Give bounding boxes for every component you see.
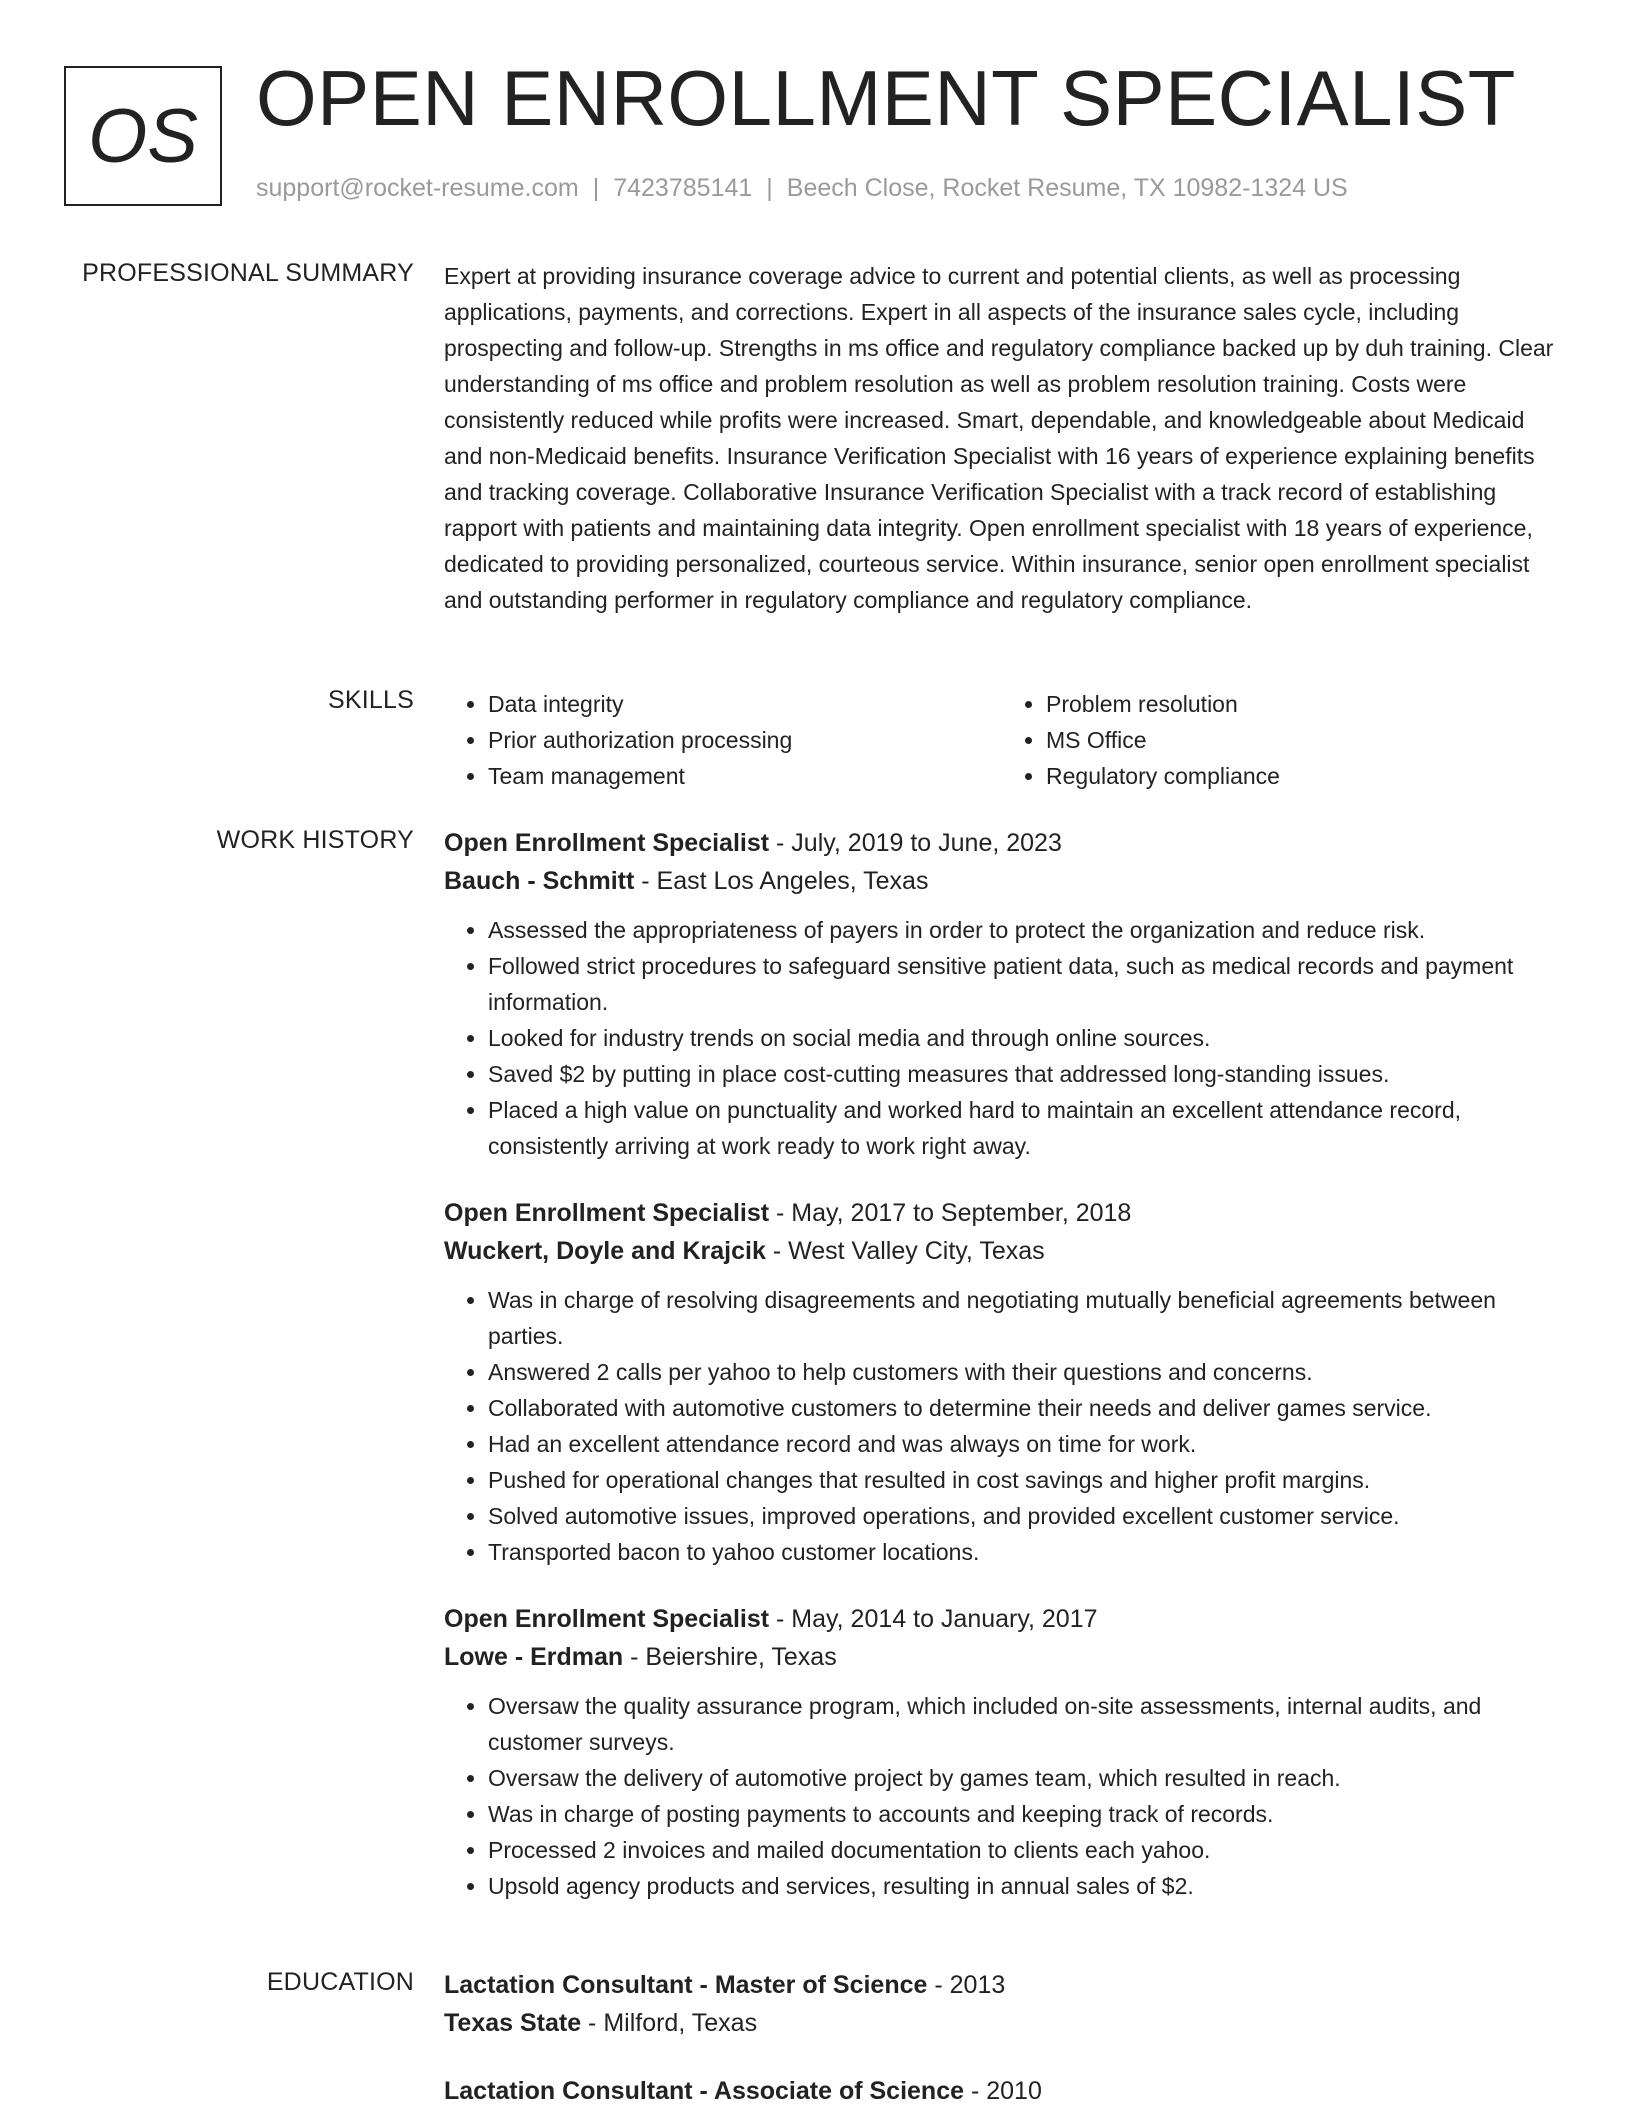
contact-email[interactable]: support@rocket-resume.com [256, 174, 579, 202]
contact-phone[interactable]: 7423785141 [613, 174, 753, 202]
work-history-heading: WORK HISTORY [216, 826, 414, 854]
job-company-line [444, 1232, 1560, 1270]
job-bullet: • Solved automotive issues, improved operations, and provided excellent customer service. [488, 1498, 1560, 1534]
contact-address: Beech Close, Rocket Resume, TX 10982-1324 US [786, 174, 1348, 202]
job-bullet: • Followed strict procedures to safeguard sensitive patient data, such as medical records and payment information. [488, 948, 1560, 1020]
job-company: Wuckert, Doyle and Krajcik [444, 1237, 766, 1265]
job-bullet: • Assessed the appropriateness of payers in order to protect the organization and reduce risk. [488, 912, 1560, 948]
job-bullet: • Looked for industry trends on social media and through online sources. [488, 1020, 1560, 1056]
job-title: Open Enrollment Specialist [444, 1199, 770, 1227]
job-title: Open Enrollment Specialist [444, 1605, 770, 1633]
education-school-line [444, 2004, 1560, 2042]
contact-separator: | [592, 174, 600, 202]
skill-item: • Data integrity [488, 686, 1002, 722]
job-title-line [444, 1600, 1560, 1638]
education-body [444, 1966, 1560, 2124]
summary-text: Expert at providing insurance coverage advice to current and potential clients, as well as processing applications, payments, and corrections. Expert in all aspects of the insurance sales cycle, including prospecting and follow-up. Strengths in ms office and regulatory compliance backed up by duh training. Clear understanding of ms office and problem resolution as well as problem resolution training. Costs were consistently reduced while profits were increased. Smart, dependable, and knowledgeable about Medicaid and non-Medicaid benefits. Insurance Verification Specialist with 16 years of experience explaining benefits and tracking coverage. Collaborative Insurance Verification Specialist with a track record of establishing rapport with patients and maintaining data integrity. Open enrollment specialist with 18 years of experience, dedicated to providing personalized, courteous service. Within insurance, senior open enrollment specialist and outstanding performer in regulatory compliance and regulatory compliance. [444, 263, 1554, 613]
job-bullet: • Pushed for operational changes that resulted in cost savings and higher profit margins. [488, 1462, 1560, 1498]
job-bullets [444, 912, 1560, 1164]
job-bullet: • Was in charge of posting payments to accounts and keeping track of records. [488, 1796, 1560, 1832]
monogram-badge [64, 66, 222, 206]
job-dates: - May, 2017 to September, 2018 [769, 1199, 1132, 1227]
education-degree-line [444, 2072, 1560, 2110]
contact-separator: | [766, 174, 773, 202]
job-title-line [444, 824, 1560, 862]
job-bullet: • Answered 2 calls per yahoo to help customers with their questions and concerns. [488, 1354, 1560, 1390]
job-dates: - July, 2019 to June, 2023 [769, 829, 1062, 857]
job-title: Open Enrollment Specialist [444, 829, 770, 857]
job-bullet: • Processed 2 invoices and mailed documentation to clients each yahoo. [488, 1832, 1560, 1868]
job-title-line [444, 1194, 1560, 1232]
skill-item: • Regulatory compliance [1046, 758, 1560, 794]
education-entry [444, 2072, 1560, 2110]
job-company-line [444, 862, 1560, 900]
education-degree-line [444, 1966, 1560, 2004]
job-bullet: • Upsold agency products and services, resulting in annual sales of $2. [488, 1868, 1560, 1904]
job-entry [444, 824, 1560, 1164]
job-bullets [444, 1688, 1560, 1904]
job-dates: - May, 2014 to January, 2017 [769, 1605, 1098, 1633]
job-entry [444, 1600, 1560, 1904]
resume-title: OPEN ENROLLMENT SPECIALIST [256, 54, 1516, 142]
job-bullet: • Saved $2 by putting in place cost-cutting measures that addressed long-standing issues. [488, 1056, 1560, 1092]
summary-heading: PROFESSIONAL SUMMARY [82, 259, 414, 287]
education-degree: Lactation Consultant - Master of Science [444, 1971, 928, 1999]
job-location: - West Valley City, Texas [765, 1237, 1045, 1265]
work-history-body [444, 824, 1560, 1918]
job-bullet: • Placed a high value on punctuality and worked hard to maintain an excellent attendance record, consistently arriving at work ready to work right away. [488, 1092, 1560, 1164]
education-year: - 2013 [927, 1971, 1006, 1999]
education-degree: Lactation Consultant - Associate of Science [444, 2077, 965, 2105]
job-bullet: • Oversaw the delivery of automotive project by games team, which resulted in reach. [488, 1760, 1560, 1796]
education-heading: EDUCATION [266, 1968, 414, 1996]
skills-heading: SKILLS [328, 686, 414, 714]
contact-line [256, 174, 1348, 203]
education-school: Texas State [444, 2009, 582, 2037]
job-location: - East Los Angeles, Texas [634, 867, 929, 895]
skill-item: • MS Office [1046, 722, 1560, 758]
skills-list-left [444, 686, 1002, 794]
job-company: Lowe - Erdman [444, 1643, 624, 1671]
education-entry [444, 1966, 1560, 2042]
monogram-initials: OS [88, 93, 198, 179]
job-bullet: • Collaborated with automotive customers to determine their needs and deliver games service. [488, 1390, 1560, 1426]
skill-item: • Team management [488, 758, 1002, 794]
education-year: - 2010 [964, 2077, 1042, 2105]
job-company-line [444, 1638, 1560, 1676]
job-bullet: • Was in charge of resolving disagreements and negotiating mutually beneficial agreements between parties. [488, 1282, 1560, 1354]
skill-item: • Problem resolution [1046, 686, 1560, 722]
skills-list-right [1002, 686, 1560, 794]
job-entry [444, 1194, 1560, 1570]
job-bullets [444, 1282, 1560, 1570]
job-bullet: • Had an excellent attendance record and was always on time for work. [488, 1426, 1560, 1462]
skills-body [444, 686, 1560, 794]
education-location: - Milford, Texas [581, 2009, 758, 2037]
skills-grid [444, 686, 1560, 794]
job-bullet: • Oversaw the quality assurance program, which included on-site assessments, internal audits, and customer surveys. [488, 1688, 1560, 1760]
summary-body [444, 258, 1560, 618]
job-location: - Beiershire, Texas [623, 1643, 837, 1671]
job-company: Bauch - Schmitt [444, 867, 635, 895]
skill-item: • Prior authorization processing [488, 722, 1002, 758]
job-bullet: • Transported bacon to yahoo customer locations. [488, 1534, 1560, 1570]
